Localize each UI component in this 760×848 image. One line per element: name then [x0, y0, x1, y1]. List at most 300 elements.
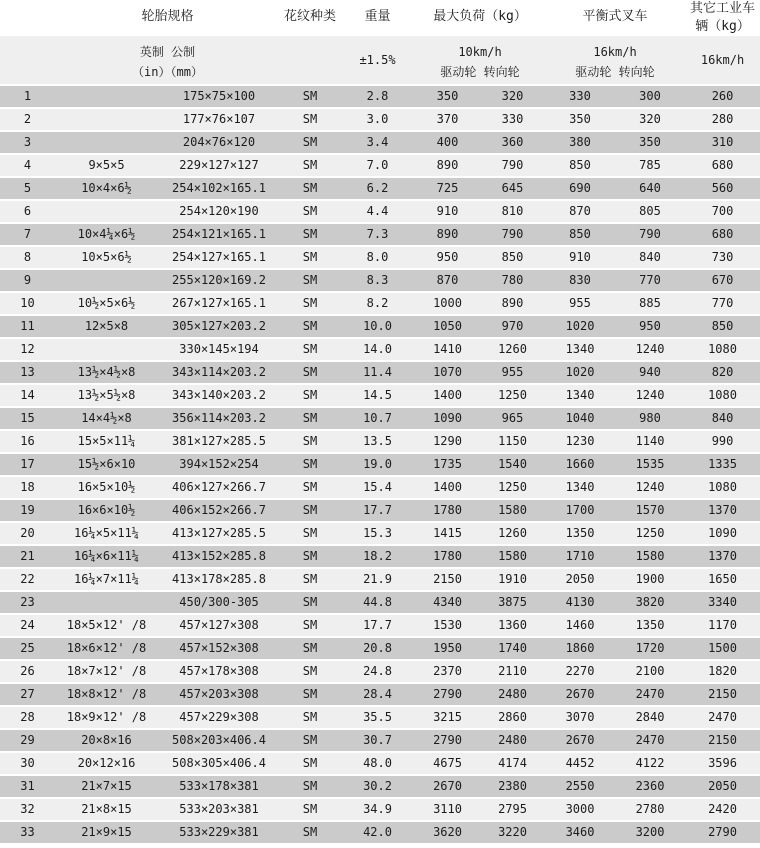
load-10kmh-drive-wheel: 870 [415, 270, 480, 291]
pattern-type: SM [280, 730, 340, 751]
weight: 3.4 [340, 132, 415, 153]
row-number: 2 [0, 109, 55, 130]
weight: 21.9 [340, 569, 415, 590]
row-number: 33 [0, 822, 55, 843]
table-row [0, 247, 760, 268]
table-body [0, 86, 760, 843]
pattern-type: SM [280, 201, 340, 222]
other-industrial-16kmh: 280 [685, 109, 760, 130]
table-row [0, 155, 760, 176]
row-number: 21 [0, 546, 55, 567]
spec-metric-mm: 457×203×308 [158, 684, 280, 705]
header-row-number-blank [0, 0, 55, 34]
spec-metric-mm: 204×76×120 [158, 132, 280, 153]
load-10kmh-drive-wheel: 3110 [415, 799, 480, 820]
load-10kmh-drive-wheel: 2370 [415, 661, 480, 682]
weight: 3.0 [340, 109, 415, 130]
table-row [0, 707, 760, 728]
load-16kmh-steer-wheel: 940 [615, 362, 685, 383]
spec-metric-mm: 413×152×285.8 [158, 546, 280, 567]
row-number: 24 [0, 615, 55, 636]
load-16kmh-steer-wheel: 950 [615, 316, 685, 337]
row-number: 17 [0, 454, 55, 475]
weight: 14.5 [340, 385, 415, 406]
spec-metric-mm: 413×127×285.5 [158, 523, 280, 544]
pattern-type: SM [280, 362, 340, 383]
load-16kmh-drive-wheel: 1020 [545, 362, 615, 383]
weight: 42.0 [340, 822, 415, 843]
spec-imperial-in: 9×5×5 [55, 155, 158, 176]
weight: 4.4 [340, 201, 415, 222]
load-16kmh-steer-wheel: 885 [615, 293, 685, 314]
spec-metric-mm: 457×178×308 [158, 661, 280, 682]
load-16kmh-drive-wheel: 3070 [545, 707, 615, 728]
header-other-vehicle-line1: 其它工业车 [690, 1, 756, 16]
spec-imperial-in: 12×5×8 [55, 316, 158, 337]
load-16kmh-steer-wheel: 1535 [615, 454, 685, 475]
row-number: 15 [0, 408, 55, 429]
other-industrial-16kmh: 670 [685, 270, 760, 291]
table-row [0, 270, 760, 291]
load-16kmh-steer-wheel: 3200 [615, 822, 685, 843]
table-row [0, 684, 760, 705]
header-weight: 重量 [364, 9, 391, 24]
header-pattern-type: 花纹种类 [284, 9, 337, 24]
other-industrial-16kmh: 2470 [685, 707, 760, 728]
spec-metric-mm: 381×127×285.5 [158, 431, 280, 452]
load-16kmh-drive-wheel: 955 [545, 293, 615, 314]
load-16kmh-drive-wheel: 2270 [545, 661, 615, 682]
weight: 28.4 [340, 684, 415, 705]
table-row [0, 592, 760, 613]
weight: 2.8 [340, 86, 415, 107]
weight: 34.9 [340, 799, 415, 820]
load-10kmh-drive-wheel: 725 [415, 178, 480, 199]
pattern-type: SM [280, 86, 340, 107]
header-max-load: 最大负荷（kg） [433, 9, 527, 24]
row-number: 11 [0, 316, 55, 337]
pattern-type: SM [280, 569, 340, 590]
other-industrial-16kmh: 310 [685, 132, 760, 153]
header-row-2 [0, 36, 760, 84]
other-industrial-16kmh: 990 [685, 431, 760, 452]
pattern-type: SM [280, 477, 340, 498]
load-10kmh-drive-wheel: 3620 [415, 822, 480, 843]
load-10kmh-drive-wheel: 4675 [415, 753, 480, 774]
subheader-speed-16: 16km/h [593, 45, 637, 59]
row-number: 26 [0, 661, 55, 682]
spec-metric-mm: 533×178×381 [158, 776, 280, 797]
pattern-type: SM [280, 293, 340, 314]
spec-metric-mm: 406×127×266.7 [158, 477, 280, 498]
load-10kmh-steer-wheel: 1910 [480, 569, 545, 590]
other-industrial-16kmh: 1080 [685, 385, 760, 406]
load-10kmh-steer-wheel: 1260 [480, 523, 545, 544]
spec-imperial-in: 21×7×15 [55, 776, 158, 797]
weight: 20.8 [340, 638, 415, 659]
table-row [0, 799, 760, 820]
load-10kmh-drive-wheel: 2790 [415, 684, 480, 705]
load-16kmh-steer-wheel: 1580 [615, 546, 685, 567]
spec-imperial-in: 10×4×6½ [55, 178, 158, 199]
row-number: 3 [0, 132, 55, 153]
other-industrial-16kmh: 770 [685, 293, 760, 314]
spec-imperial-in [55, 201, 158, 222]
load-10kmh-steer-wheel: 970 [480, 316, 545, 337]
spec-metric-mm: 450/300-305 [158, 592, 280, 613]
load-10kmh-drive-wheel: 890 [415, 224, 480, 245]
spec-imperial-in [55, 592, 158, 613]
load-16kmh-drive-wheel: 2550 [545, 776, 615, 797]
table-row [0, 661, 760, 682]
pattern-type: SM [280, 178, 340, 199]
spec-metric-mm: 457×127×308 [158, 615, 280, 636]
pattern-type: SM [280, 661, 340, 682]
spec-imperial-in: 20×12×16 [55, 753, 158, 774]
load-16kmh-drive-wheel: 1040 [545, 408, 615, 429]
spec-imperial-in: 15½×6×10 [55, 454, 158, 475]
load-10kmh-drive-wheel: 1780 [415, 546, 480, 567]
pattern-type: SM [280, 684, 340, 705]
other-industrial-16kmh: 840 [685, 408, 760, 429]
spec-metric-mm: 533×203×381 [158, 799, 280, 820]
other-industrial-16kmh: 560 [685, 178, 760, 199]
other-industrial-16kmh: 1080 [685, 339, 760, 360]
other-industrial-16kmh: 700 [685, 201, 760, 222]
load-10kmh-drive-wheel: 1400 [415, 477, 480, 498]
load-16kmh-drive-wheel: 850 [545, 155, 615, 176]
load-10kmh-steer-wheel: 2860 [480, 707, 545, 728]
other-industrial-16kmh: 1370 [685, 546, 760, 567]
pattern-type: SM [280, 753, 340, 774]
row-number: 8 [0, 247, 55, 268]
table-row [0, 408, 760, 429]
pattern-type: SM [280, 385, 340, 406]
row-number: 23 [0, 592, 55, 613]
table-row [0, 178, 760, 199]
load-10kmh-steer-wheel: 3220 [480, 822, 545, 843]
load-10kmh-drive-wheel: 400 [415, 132, 480, 153]
weight: 11.4 [340, 362, 415, 383]
spec-metric-mm: 330×145×194 [158, 339, 280, 360]
table-row [0, 615, 760, 636]
weight: 6.2 [340, 178, 415, 199]
spec-metric-mm: 255×120×169.2 [158, 270, 280, 291]
row-number: 9 [0, 270, 55, 291]
header-other-industrial-vehicle [685, 0, 760, 34]
spec-metric-mm: 254×102×165.1 [158, 178, 280, 199]
spec-imperial-in: 21×9×15 [55, 822, 158, 843]
spec-metric-mm: 508×305×406.4 [158, 753, 280, 774]
load-10kmh-steer-wheel: 2480 [480, 730, 545, 751]
weight: 48.0 [340, 753, 415, 774]
table-row [0, 86, 760, 107]
load-16kmh-drive-wheel: 1660 [545, 454, 615, 475]
spec-imperial-in: 16×5×10½ [55, 477, 158, 498]
load-10kmh-steer-wheel: 360 [480, 132, 545, 153]
header-row-1 [0, 0, 760, 34]
row-number: 32 [0, 799, 55, 820]
pattern-type: SM [280, 615, 340, 636]
load-10kmh-drive-wheel: 910 [415, 201, 480, 222]
spec-imperial-in: 18×8×12' /8 [55, 684, 158, 705]
load-16kmh-drive-wheel: 4130 [545, 592, 615, 613]
load-16kmh-drive-wheel: 3000 [545, 799, 615, 820]
other-industrial-16kmh: 1650 [685, 569, 760, 590]
row-number: 13 [0, 362, 55, 383]
load-10kmh-steer-wheel: 790 [480, 155, 545, 176]
spec-metric-mm: 254×120×190 [158, 201, 280, 222]
table-row [0, 523, 760, 544]
weight: 10.7 [340, 408, 415, 429]
load-16kmh-steer-wheel: 1350 [615, 615, 685, 636]
header-other-vehicle-line2: 辆（kg） [695, 19, 750, 34]
table-header [0, 0, 760, 84]
load-16kmh-drive-wheel: 830 [545, 270, 615, 291]
load-10kmh-drive-wheel: 1780 [415, 500, 480, 521]
load-16kmh-steer-wheel: 320 [615, 109, 685, 130]
subheader-drive-steer-16: 驱动轮 转向轮 [575, 65, 655, 79]
pattern-type: SM [280, 776, 340, 797]
other-industrial-16kmh: 3596 [685, 753, 760, 774]
load-10kmh-steer-wheel: 1250 [480, 385, 545, 406]
load-10kmh-steer-wheel: 1540 [480, 454, 545, 475]
load-10kmh-steer-wheel: 1740 [480, 638, 545, 659]
pattern-type: SM [280, 339, 340, 360]
load-16kmh-steer-wheel: 1240 [615, 339, 685, 360]
header-balanced-forklift: 平衡式叉车 [582, 9, 648, 24]
weight: 18.2 [340, 546, 415, 567]
spec-imperial-in [55, 270, 158, 291]
load-16kmh-drive-wheel: 1350 [545, 523, 615, 544]
other-industrial-16kmh: 1080 [685, 477, 760, 498]
load-16kmh-steer-wheel: 350 [615, 132, 685, 153]
pattern-type: SM [280, 431, 340, 452]
load-16kmh-drive-wheel: 330 [545, 86, 615, 107]
other-industrial-16kmh: 2150 [685, 730, 760, 751]
row-number: 12 [0, 339, 55, 360]
pattern-type: SM [280, 316, 340, 337]
spec-metric-mm: 267×127×165.1 [158, 293, 280, 314]
load-16kmh-steer-wheel: 1240 [615, 477, 685, 498]
row-number: 20 [0, 523, 55, 544]
weight: 19.0 [340, 454, 415, 475]
load-16kmh-steer-wheel: 2100 [615, 661, 685, 682]
weight: 8.2 [340, 293, 415, 314]
row-number: 18 [0, 477, 55, 498]
load-16kmh-steer-wheel: 3820 [615, 592, 685, 613]
load-10kmh-steer-wheel: 965 [480, 408, 545, 429]
other-industrial-16kmh: 260 [685, 86, 760, 107]
table-row [0, 822, 760, 843]
load-16kmh-steer-wheel: 1140 [615, 431, 685, 452]
load-16kmh-drive-wheel: 1460 [545, 615, 615, 636]
pattern-type: SM [280, 799, 340, 820]
pattern-type: SM [280, 523, 340, 544]
header-tire-spec: 轮胎规格 [141, 9, 194, 24]
load-16kmh-drive-wheel: 350 [545, 109, 615, 130]
pattern-type: SM [280, 707, 340, 728]
load-16kmh-drive-wheel: 2050 [545, 569, 615, 590]
row-number: 31 [0, 776, 55, 797]
spec-imperial-in [55, 109, 158, 130]
load-10kmh-drive-wheel: 950 [415, 247, 480, 268]
pattern-type: SM [280, 132, 340, 153]
load-16kmh-steer-wheel: 640 [615, 178, 685, 199]
load-10kmh-steer-wheel: 2380 [480, 776, 545, 797]
other-industrial-16kmh: 820 [685, 362, 760, 383]
subheader-16kmh [545, 36, 685, 84]
pattern-type: SM [280, 247, 340, 268]
load-16kmh-steer-wheel: 980 [615, 408, 685, 429]
row-number: 28 [0, 707, 55, 728]
spec-metric-mm: 508×203×406.4 [158, 730, 280, 751]
other-industrial-16kmh: 2420 [685, 799, 760, 820]
subheader-pattern-blank [280, 36, 340, 84]
table-row [0, 638, 760, 659]
spec-imperial-in: 13½×5½×8 [55, 385, 158, 406]
load-10kmh-steer-wheel: 850 [480, 247, 545, 268]
table-row [0, 362, 760, 383]
weight: 24.8 [340, 661, 415, 682]
pattern-type: SM [280, 155, 340, 176]
spec-metric-mm: 175×75×100 [158, 86, 280, 107]
subheader-drive-steer-10: 驱动轮 转向轮 [440, 65, 520, 79]
subheader-speed-10: 10km/h [458, 45, 502, 59]
other-industrial-16kmh: 1170 [685, 615, 760, 636]
load-16kmh-steer-wheel: 805 [615, 201, 685, 222]
spec-imperial-in: 16¼×6×11¼ [55, 546, 158, 567]
load-16kmh-steer-wheel: 2780 [615, 799, 685, 820]
load-16kmh-steer-wheel: 1570 [615, 500, 685, 521]
load-16kmh-steer-wheel: 770 [615, 270, 685, 291]
load-16kmh-drive-wheel: 1340 [545, 385, 615, 406]
load-16kmh-drive-wheel: 690 [545, 178, 615, 199]
table-row [0, 339, 760, 360]
load-10kmh-steer-wheel: 330 [480, 109, 545, 130]
subheader-units [55, 36, 280, 84]
other-industrial-16kmh: 1090 [685, 523, 760, 544]
pattern-type: SM [280, 408, 340, 429]
pattern-type: SM [280, 638, 340, 659]
row-number: 10 [0, 293, 55, 314]
other-industrial-16kmh: 680 [685, 224, 760, 245]
load-10kmh-steer-wheel: 955 [480, 362, 545, 383]
weight: 15.4 [340, 477, 415, 498]
load-10kmh-steer-wheel: 2480 [480, 684, 545, 705]
load-16kmh-drive-wheel: 870 [545, 201, 615, 222]
spec-metric-mm: 356×114×203.2 [158, 408, 280, 429]
subheader-units-line1: 英制 公制 [139, 45, 196, 59]
load-10kmh-steer-wheel: 645 [480, 178, 545, 199]
spec-metric-mm: 305×127×203.2 [158, 316, 280, 337]
other-industrial-16kmh: 1500 [685, 638, 760, 659]
weight: 8.0 [340, 247, 415, 268]
table-row [0, 477, 760, 498]
load-16kmh-steer-wheel: 790 [615, 224, 685, 245]
spec-metric-mm: 457×229×308 [158, 707, 280, 728]
load-10kmh-drive-wheel: 2670 [415, 776, 480, 797]
table-row [0, 385, 760, 406]
row-number: 5 [0, 178, 55, 199]
other-industrial-16kmh: 3340 [685, 592, 760, 613]
load-16kmh-steer-wheel: 300 [615, 86, 685, 107]
load-16kmh-drive-wheel: 3460 [545, 822, 615, 843]
other-industrial-16kmh: 2050 [685, 776, 760, 797]
spec-imperial-in [55, 86, 158, 107]
other-industrial-16kmh: 850 [685, 316, 760, 337]
pattern-type: SM [280, 546, 340, 567]
spec-imperial-in: 18×6×12' /8 [55, 638, 158, 659]
spec-imperial-in [55, 132, 158, 153]
weight: 17.7 [340, 615, 415, 636]
spec-imperial-in: 10½×5×6½ [55, 293, 158, 314]
load-16kmh-drive-wheel: 1340 [545, 477, 615, 498]
spec-metric-mm: 254×127×165.1 [158, 247, 280, 268]
spec-metric-mm: 533×229×381 [158, 822, 280, 843]
load-10kmh-drive-wheel: 1950 [415, 638, 480, 659]
load-16kmh-drive-wheel: 2670 [545, 684, 615, 705]
load-10kmh-drive-wheel: 4340 [415, 592, 480, 613]
load-10kmh-steer-wheel: 790 [480, 224, 545, 245]
weight: 44.8 [340, 592, 415, 613]
load-16kmh-drive-wheel: 1710 [545, 546, 615, 567]
table-row [0, 224, 760, 245]
spec-imperial-in: 16×6×10½ [55, 500, 158, 521]
load-16kmh-steer-wheel: 2470 [615, 730, 685, 751]
row-number: 6 [0, 201, 55, 222]
table-row [0, 316, 760, 337]
spec-imperial-in: 14×4½×8 [55, 408, 158, 429]
table-row [0, 293, 760, 314]
other-industrial-16kmh: 1370 [685, 500, 760, 521]
pattern-type: SM [280, 224, 340, 245]
spec-metric-mm: 457×152×308 [158, 638, 280, 659]
load-16kmh-steer-wheel: 2840 [615, 707, 685, 728]
table-row [0, 201, 760, 222]
table-row [0, 431, 760, 452]
weight: 7.3 [340, 224, 415, 245]
load-10kmh-drive-wheel: 1400 [415, 385, 480, 406]
pattern-type: SM [280, 454, 340, 475]
load-10kmh-steer-wheel: 810 [480, 201, 545, 222]
spec-imperial-in: 10×4¼×6½ [55, 224, 158, 245]
load-10kmh-steer-wheel: 2110 [480, 661, 545, 682]
row-number: 30 [0, 753, 55, 774]
subheader-units-line2: （in）（mm） [132, 65, 203, 79]
spec-imperial-in: 21×8×15 [55, 799, 158, 820]
load-10kmh-drive-wheel: 1070 [415, 362, 480, 383]
load-16kmh-drive-wheel: 1340 [545, 339, 615, 360]
pattern-type: SM [280, 500, 340, 521]
row-number: 19 [0, 500, 55, 521]
weight: 30.7 [340, 730, 415, 751]
load-10kmh-drive-wheel: 1290 [415, 431, 480, 452]
load-16kmh-steer-wheel: 785 [615, 155, 685, 176]
spec-metric-mm: 406×152×266.7 [158, 500, 280, 521]
other-industrial-16kmh: 2790 [685, 822, 760, 843]
load-10kmh-steer-wheel: 4174 [480, 753, 545, 774]
load-10kmh-steer-wheel: 1360 [480, 615, 545, 636]
load-10kmh-steer-wheel: 780 [480, 270, 545, 291]
load-10kmh-drive-wheel: 1050 [415, 316, 480, 337]
row-number: 29 [0, 730, 55, 751]
table-row [0, 776, 760, 797]
load-10kmh-drive-wheel: 890 [415, 155, 480, 176]
row-number: 1 [0, 86, 55, 107]
weight: 10.0 [340, 316, 415, 337]
table-row [0, 569, 760, 590]
